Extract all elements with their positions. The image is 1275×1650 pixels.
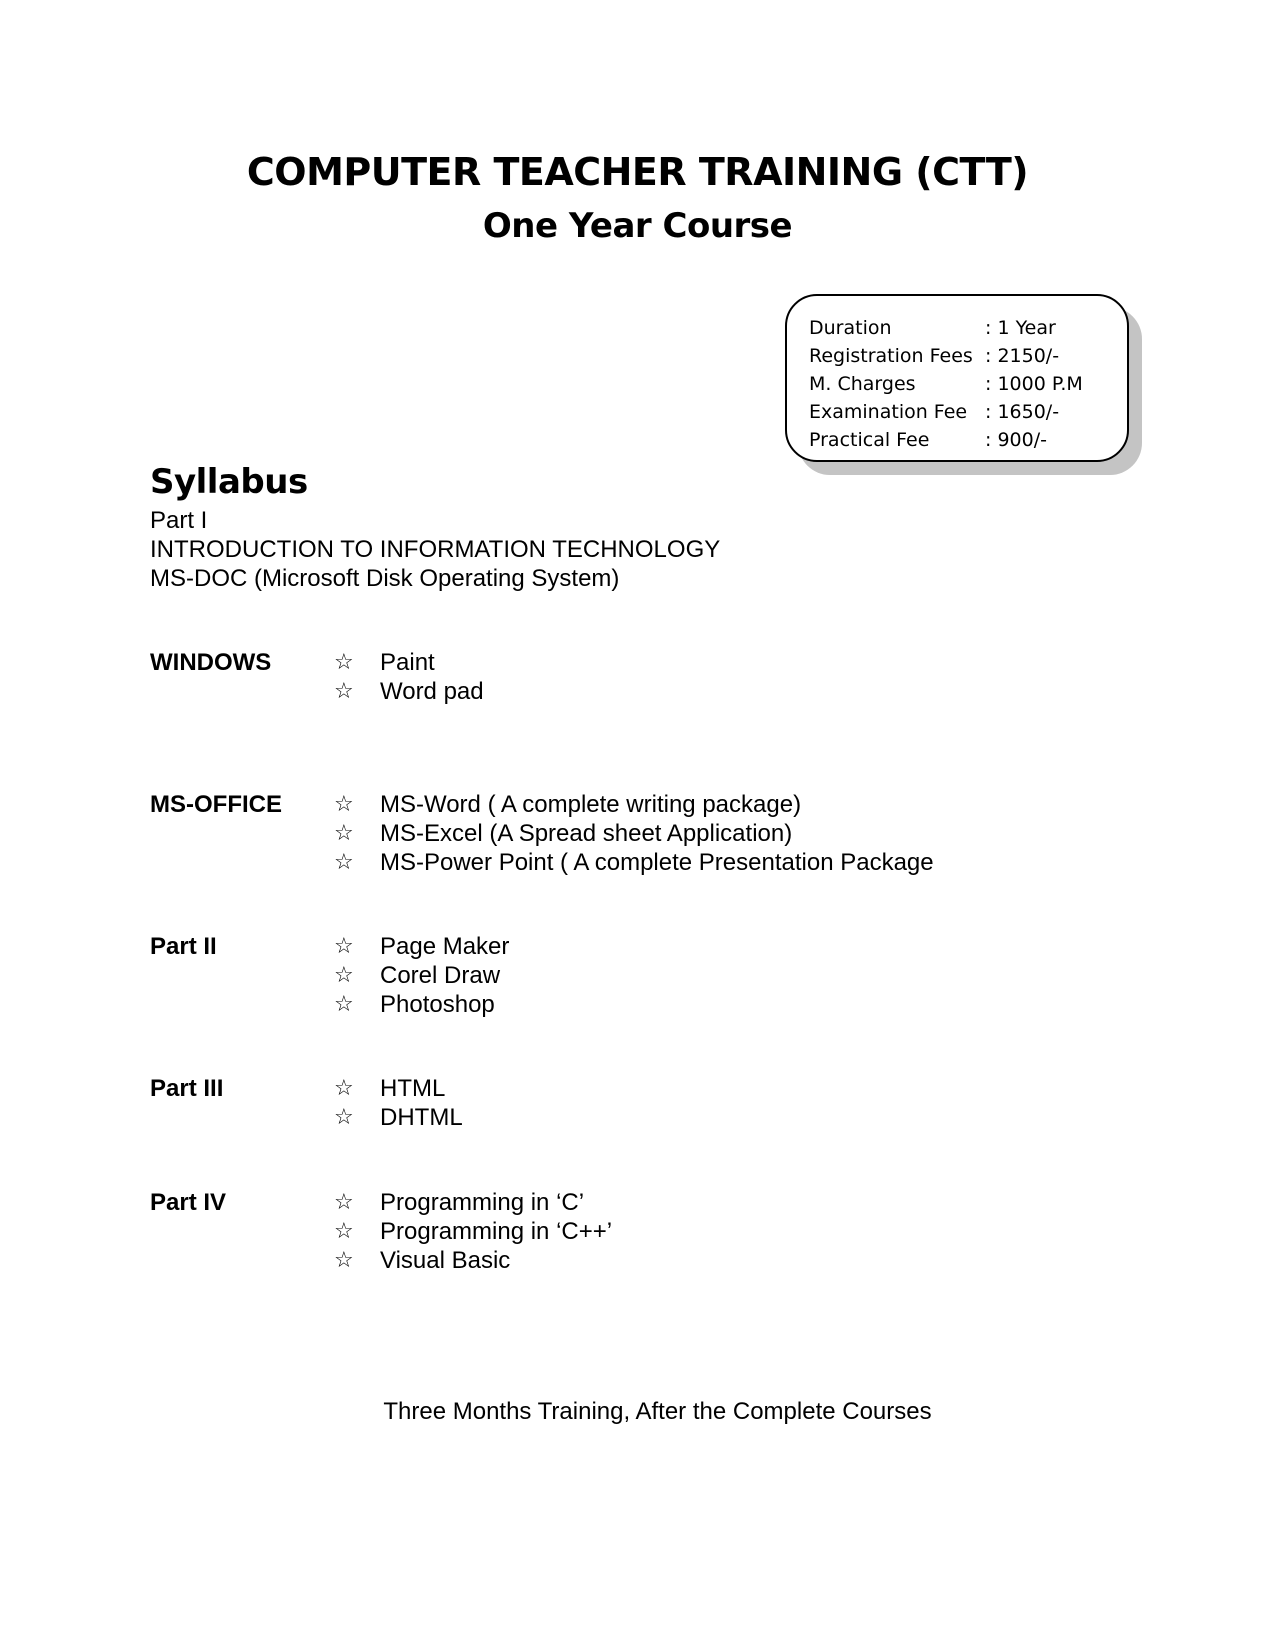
info-row-registration-fees — [809, 342, 1127, 370]
star-icon: ☆ — [334, 963, 354, 988]
list-item-label: Corel Draw — [380, 961, 501, 989]
list-item-label: DHTML — [380, 1103, 463, 1131]
star-icon: ☆ — [334, 850, 354, 875]
star-icon: ☆ — [334, 934, 354, 959]
list-item — [334, 1246, 612, 1275]
star-icon: ☆ — [334, 992, 354, 1017]
star-icon: ☆ — [334, 1105, 354, 1130]
part1-label: Part I — [150, 507, 208, 534]
list-item — [334, 677, 484, 706]
info-label: M. Charges — [809, 373, 916, 395]
section-label-ms-office: MS-OFFICE — [150, 791, 282, 818]
page-subtitle: One Year Course — [482, 206, 793, 246]
star-icon: ☆ — [334, 650, 354, 675]
footer-note: Three Months Training, After the Complete Courses — [383, 1398, 932, 1425]
info-row-duration — [809, 314, 1127, 342]
list-item-label: MS-Power Point ( A complete Presentation Package — [380, 848, 934, 876]
list-item-label: MS-Excel (A Spread sheet Application) — [380, 819, 793, 847]
section-list-part-iv — [334, 1188, 612, 1275]
list-item-label: Paint — [380, 648, 435, 676]
syllabus-heading: Syllabus — [150, 462, 308, 502]
star-icon: ☆ — [334, 1076, 354, 1101]
info-row-practical-fee — [809, 426, 1127, 454]
section-list-part-ii — [334, 932, 509, 1019]
list-item — [334, 1103, 463, 1132]
list-item-label: Programming in ‘C++’ — [380, 1217, 613, 1245]
info-value: : 1650/- — [985, 401, 1060, 423]
course-info-box — [785, 294, 1129, 462]
star-icon: ☆ — [334, 679, 354, 704]
page-title: COMPUTER TEACHER TRAINING (CTT) — [246, 150, 1029, 194]
section-list-windows — [334, 648, 484, 706]
section-label-part-ii: Part II — [150, 933, 217, 960]
star-icon: ☆ — [334, 1219, 354, 1244]
list-item — [334, 790, 934, 819]
info-label: Registration Fees — [809, 345, 973, 367]
info-value: : 2150/- — [985, 345, 1060, 367]
info-value: : 900/- — [985, 429, 1047, 451]
list-item-label: Photoshop — [380, 990, 495, 1018]
list-item-label: MS-Word ( A complete writing package) — [380, 790, 802, 818]
star-icon: ☆ — [334, 821, 354, 846]
section-label-part-iv: Part IV — [150, 1189, 227, 1216]
list-item — [334, 1217, 612, 1246]
star-icon: ☆ — [334, 792, 354, 817]
intro-line: INTRODUCTION TO INFORMATION TECHNOLOGY — [150, 536, 721, 563]
section-list-ms-office — [334, 790, 934, 877]
list-item — [334, 961, 509, 990]
list-item — [334, 990, 509, 1019]
list-item-label: HTML — [380, 1074, 446, 1102]
info-row-m-charges — [809, 370, 1127, 398]
info-value: : 1000 P.M — [985, 373, 1083, 395]
intro-line: MS-DOC (Microsoft Disk Operating System) — [150, 565, 620, 592]
list-item-label: Word pad — [380, 677, 484, 705]
list-item — [334, 648, 484, 677]
section-list-part-iii — [334, 1074, 463, 1132]
list-item — [334, 1074, 463, 1103]
list-item — [334, 932, 509, 961]
star-icon: ☆ — [334, 1190, 354, 1215]
info-label: Examination Fee — [809, 401, 968, 423]
section-label-part-iii: Part III — [150, 1075, 224, 1102]
info-row-examination-fee — [809, 398, 1127, 426]
list-item — [334, 1188, 612, 1217]
info-label: Practical Fee — [809, 429, 930, 451]
info-label: Duration — [809, 317, 892, 339]
star-icon: ☆ — [334, 1248, 354, 1273]
section-label-windows: WINDOWS — [150, 649, 272, 676]
list-item — [334, 848, 934, 877]
list-item-label: Visual Basic — [380, 1246, 511, 1274]
info-value: : 1 Year — [985, 317, 1056, 339]
list-item-label: Programming in ‘C’ — [380, 1188, 585, 1216]
list-item — [334, 819, 934, 848]
list-item-label: Page Maker — [380, 932, 510, 960]
